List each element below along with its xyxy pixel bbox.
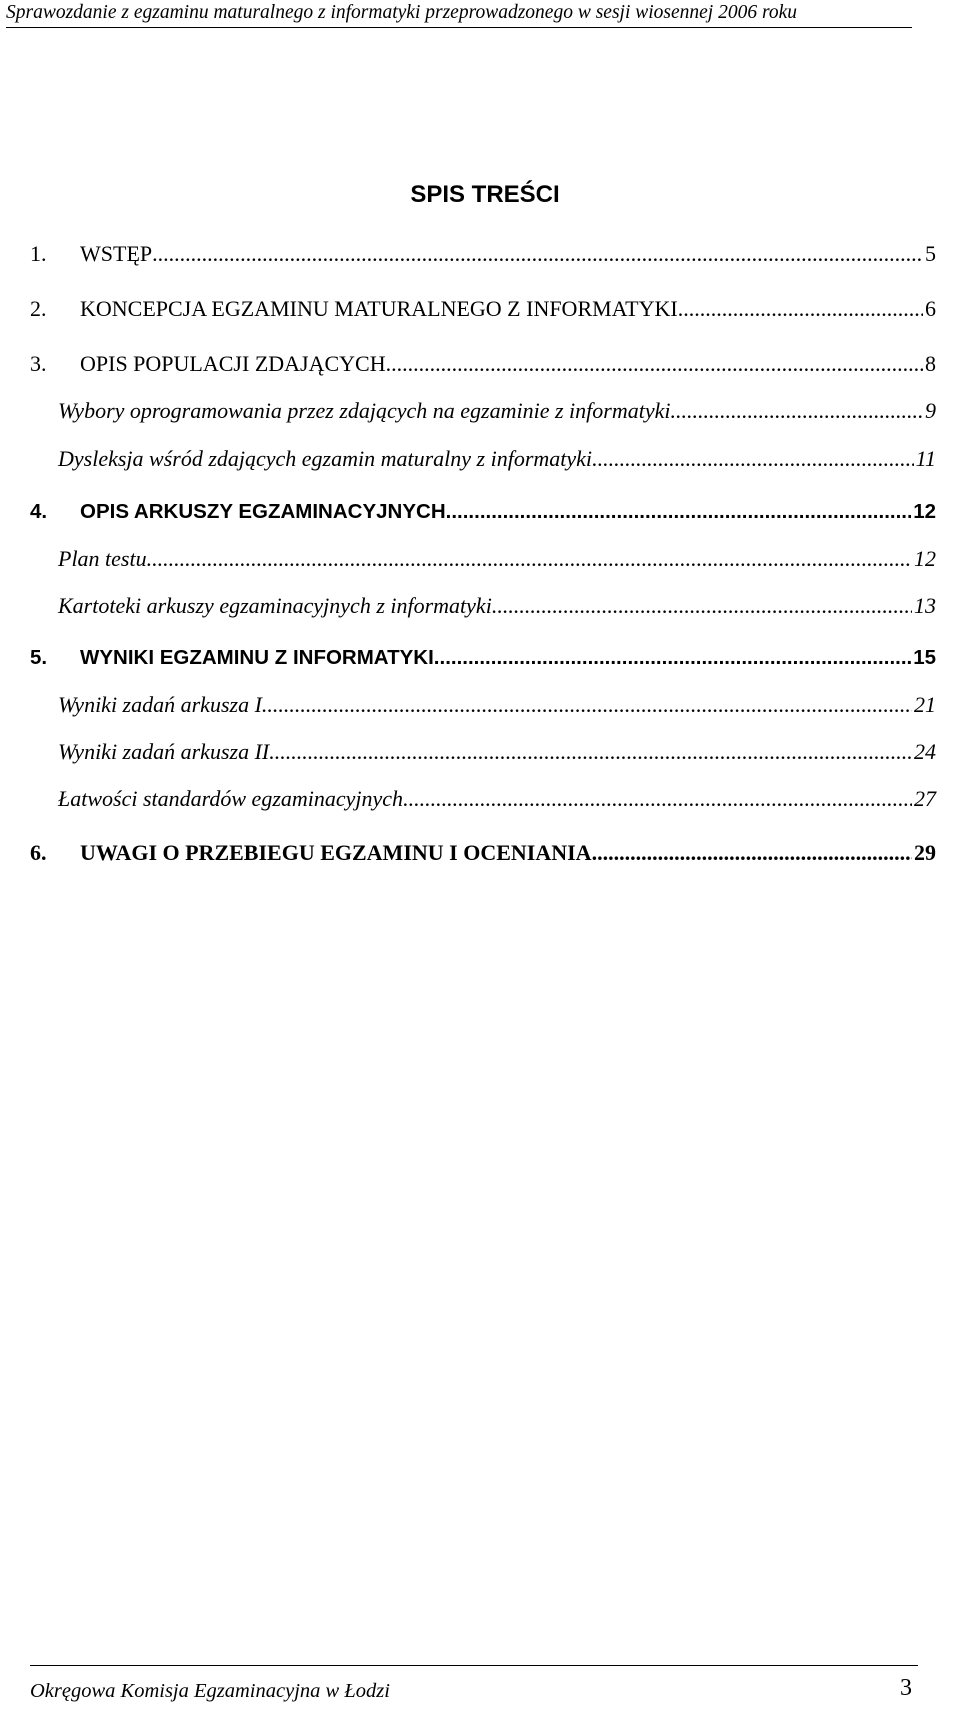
toc-subentry[interactable]	[58, 692, 936, 724]
toc-entry-page: 5	[925, 241, 936, 266]
toc-entry-page: 11	[915, 446, 936, 471]
toc-entry-label: UWAGI O PRZEBIEGU EGZAMINU I OCENIANIA	[80, 840, 592, 865]
toc-entry-number: 6.	[30, 840, 47, 865]
toc-subentry[interactable]	[58, 786, 936, 818]
toc-entry-number: 1.	[30, 241, 47, 266]
toc-entry-number: 3.	[30, 351, 47, 376]
toc-entry-page: 6	[925, 296, 936, 321]
dot-leader	[434, 646, 911, 670]
toc-title: SPIS TREŚCI	[410, 181, 560, 208]
toc-entry-label: Dysleksja wśród zdających egzamin maturalny z informatyki	[58, 446, 593, 471]
page-number: 3	[900, 1675, 912, 1701]
toc-entry[interactable]	[30, 351, 936, 383]
toc-entry-page: 12	[913, 500, 936, 523]
toc-entry-number: 5.	[30, 646, 48, 669]
footer-institution: Okręgowa Komisja Egzaminacyjna w Łodzi	[30, 1680, 390, 1702]
toc-entry-page: 8	[925, 351, 936, 376]
running-header: Sprawozdanie z egzaminu maturalnego z informatyki przeprowadzonego w sesji wiosennej 2006 roku	[6, 2, 797, 23]
dot-leader	[403, 786, 912, 812]
toc-entry-page: 27	[914, 786, 936, 811]
toc-entry[interactable]	[30, 296, 936, 328]
toc-subentry[interactable]	[58, 739, 936, 771]
toc-entry[interactable]	[30, 840, 936, 872]
toc-entry-page: 21	[914, 692, 936, 717]
dot-leader	[592, 446, 914, 472]
toc-entry-label: Kartoteki arkuszy egzaminacyjnych z informatyki	[58, 593, 492, 618]
dot-leader	[676, 398, 923, 424]
toc-entry[interactable]	[30, 241, 936, 273]
toc-subentry[interactable]	[58, 546, 936, 578]
toc-entry-label: OPIS POPULACJI ZDAJĄCYCH	[80, 351, 386, 376]
toc-entry-label: Wyniki zadań arkusza II	[58, 739, 270, 764]
toc-entry-label: Łatwości standardów egzaminacyjnych	[58, 786, 404, 811]
toc-entry-page: 9	[925, 398, 936, 423]
toc-entry[interactable]	[30, 646, 936, 678]
toc-entry-label: Plan testu	[58, 546, 147, 571]
toc-entry-page: 29	[914, 840, 936, 865]
toc-entry-label: Wybory oprogramowania przez zdających na egzaminie z informatyki.	[58, 398, 676, 423]
toc-entry-number: 2.	[30, 296, 47, 321]
toc-entry-number: 4.	[30, 500, 48, 523]
toc-entry[interactable]	[30, 500, 936, 532]
dot-leader	[492, 593, 912, 619]
dot-leader	[262, 692, 912, 718]
toc-subentry[interactable]	[58, 446, 936, 478]
footer-divider	[30, 1665, 918, 1666]
dot-leader	[592, 840, 912, 866]
toc-entry-label: OPIS ARKUSZY EGZAMINACYJNYCH	[80, 500, 446, 523]
toc-entry-page: 12	[914, 546, 936, 571]
toc-entry-label: WSTĘP	[80, 241, 153, 266]
toc-subentry[interactable]	[58, 398, 936, 430]
dot-leader	[386, 351, 923, 377]
toc-entry-label: Wyniki zadań arkusza I	[58, 692, 262, 717]
toc-entry-page: 13	[914, 593, 936, 618]
dot-leader	[446, 500, 912, 524]
toc-entry-label: KONCEPCJA EGZAMINU MATURALNEGO Z INFORMATYKI	[80, 296, 678, 321]
toc-entry-page: 15	[913, 646, 936, 669]
dot-leader	[269, 739, 912, 765]
toc-entry-page: 24	[914, 739, 936, 764]
toc-subentry[interactable]	[58, 593, 936, 625]
toc-entry-label: WYNIKI EGZAMINU Z INFORMATYKI	[80, 646, 434, 669]
dot-leader	[152, 241, 923, 267]
dot-leader	[147, 546, 912, 572]
dot-leader	[678, 296, 923, 322]
